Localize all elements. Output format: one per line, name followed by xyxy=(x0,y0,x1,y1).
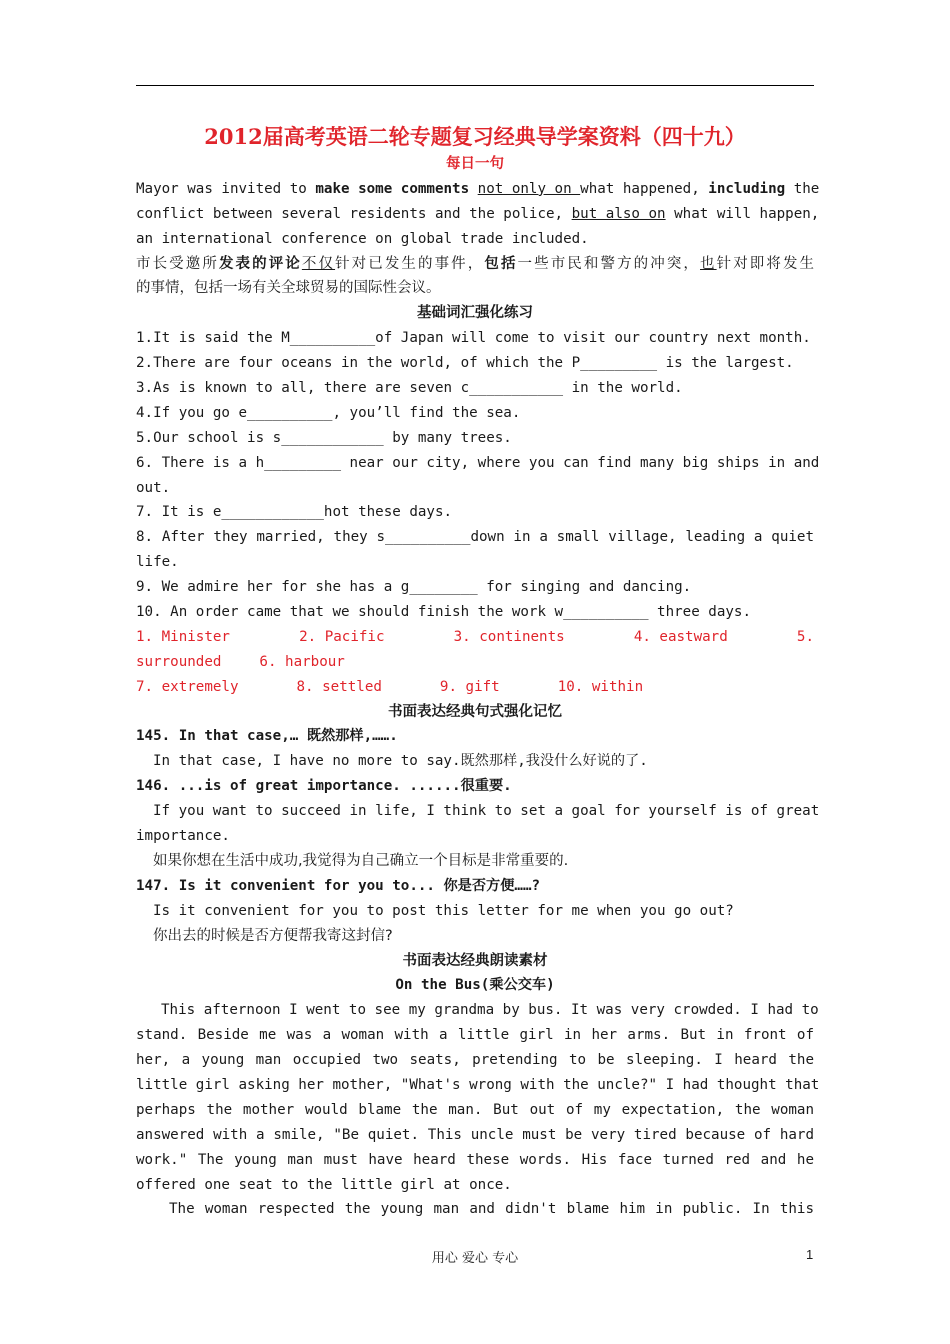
answer-3: 3. continents xyxy=(453,628,565,645)
answer-row-3 xyxy=(136,675,814,700)
patterns-heading: 书面表达经典句式强化记忆 xyxy=(388,703,562,720)
vocab-heading: 基础词汇强化练习 xyxy=(417,305,533,322)
vocab-item-5: 5.Our school is s____________ by many trees. xyxy=(136,429,512,446)
answer-9: 9. gift xyxy=(439,678,500,695)
pattern-146-translation: 如果你想在生活中成功,我觉得为自己确立一个目标是非常重要的. xyxy=(153,852,569,869)
vocab-item-6-cont: out. xyxy=(136,479,171,496)
text-run: 针对已发生的事件， xyxy=(335,255,485,272)
underlined-phrase: not only on xyxy=(477,180,581,197)
reading-line-6: answered with a smile, "Be quiet. This uncle must be very tired because of hard xyxy=(136,1126,814,1143)
vocab-item-6: 6. There is a h_________ near our city, where you can find many big ships in and xyxy=(136,454,820,471)
daily-cn-line-2: 的事情，包括一场有关全球贸易的国际性会议。 xyxy=(136,280,441,297)
vocab-item-9: 9. We admire her for she has a g________ for singing and dancing. xyxy=(136,579,692,596)
answer-5-num: 5. xyxy=(796,628,814,645)
answer-10: 10. within xyxy=(557,678,644,695)
daily-cn-line-1 xyxy=(136,252,814,277)
page-title: 2012届高考英语二轮专题复习经典导学案资料（四十九） xyxy=(204,124,746,149)
pattern-146-example-1: If you want to succeed in life, I think to set a goal for yourself is of great xyxy=(153,803,820,820)
daily-en-line-2 xyxy=(136,202,820,227)
answer-row-2 xyxy=(136,650,814,675)
text-run: Mayor was invited to xyxy=(136,180,316,197)
vocab-item-2: 2.There are four oceans in the world, of which the P_________ is the largest. xyxy=(136,355,794,372)
vocab-item-1: 1.It is said the M__________of Japan will come to visit our country next month. xyxy=(136,330,811,347)
reading-line-9: The woman respected the young man and didn't blame him in public. In this xyxy=(169,1201,814,1218)
reading-heading: 书面表达经典朗读素材 xyxy=(402,952,548,969)
underlined-phrase: 不仅 xyxy=(301,255,336,272)
text-run: 一些市民和警方的冲突， xyxy=(517,255,701,272)
answer-4: 4. eastward xyxy=(633,628,728,645)
reading-line-1: This afternoon I went to see my grandma by bus. It was very crowded. I had to xyxy=(161,1002,819,1019)
reading-subheading: On the Bus(乘公交车) xyxy=(395,977,555,994)
footer-motto: 用心 爱心 专心 xyxy=(431,1251,519,1266)
text-run: 针对即将发生 xyxy=(716,255,815,272)
pattern-146-example-2: importance. xyxy=(136,828,230,845)
bold-phrase: make some comments xyxy=(315,180,470,197)
reading-line-4: little girl asking her mother, "What's wrong with the uncle?" I had thought that xyxy=(136,1076,820,1093)
reading-line-8: offered one seat to the little girl at once. xyxy=(136,1176,512,1193)
pattern-145-title: 145. In that case,… 既然那样,……. xyxy=(136,728,398,745)
reading-line-7: work." The young man must have heard these words. His face turned red and he xyxy=(136,1151,814,1168)
answer-2: 2. Pacific xyxy=(299,628,385,645)
text-run: 市长受邀所 xyxy=(136,255,219,272)
bold-phrase: including xyxy=(708,180,786,197)
bold-phrase: 包括 xyxy=(484,255,518,272)
text-run: what happened, xyxy=(580,180,709,197)
vocab-item-8-cont: life. xyxy=(136,554,179,571)
answer-8: 8. settled xyxy=(296,678,382,695)
vocab-item-10: 10. An order came that we should finish the work w__________ three days. xyxy=(136,604,751,621)
answer-1: 1. Minister xyxy=(136,628,230,645)
answer-5-word: surrounded xyxy=(136,653,222,670)
reading-line-2: stand. Beside me was a woman with a little girl in her arms. But in front of xyxy=(136,1027,814,1044)
pattern-147-title: 147. Is it convenient for you to... 你是否方便……? xyxy=(136,877,541,894)
reading-line-5: perhaps the mother would blame the man. But out of my expectation, the woman xyxy=(136,1101,814,1118)
daily-en-line-1 xyxy=(136,177,820,202)
vocab-item-3: 3.As is known to all, there are seven c___________ in the world. xyxy=(136,380,683,397)
underlined-phrase: 也 xyxy=(700,255,717,272)
page-number: 1 xyxy=(806,1247,814,1262)
bold-phrase: 发表的评论 xyxy=(218,255,302,272)
reading-line-3: her, a young man occupied two seats, pretending to be sleeping. I heard the xyxy=(136,1052,814,1069)
pattern-146-title: 146. ...is of great importance. ......很重要. xyxy=(136,778,512,795)
text-run xyxy=(469,181,478,197)
answer-row-1 xyxy=(136,625,814,650)
vocab-item-4: 4.If you go e__________, you’ll find the sea. xyxy=(136,404,521,421)
header-rule xyxy=(136,85,814,86)
document-body xyxy=(136,122,820,1222)
pattern-147-example: Is it convenient for you to post this letter for me when you go out? xyxy=(153,902,734,919)
daily-en-line-3: an international conference on global trade included. xyxy=(136,230,589,247)
daily-sentence-heading: 每日一句 xyxy=(446,156,504,172)
answer-6: 6. harbour xyxy=(259,653,345,670)
underlined-phrase: but also on xyxy=(571,205,666,222)
text-run: conflict between several residents and the police, xyxy=(136,205,572,222)
vocab-item-8: 8. After they married, they s__________down in a small village, leading a quiet xyxy=(136,529,814,546)
pattern-145-example: In that case, I have no more to say.既然那样,我没什么好说的了. xyxy=(153,753,648,770)
answer-7: 7. extremely xyxy=(136,678,239,695)
pattern-147-translation: 你出去的时候是否方便帮我寄这封信? xyxy=(153,927,393,944)
text-run: what will happen, xyxy=(665,205,820,222)
vocab-item-7: 7. It is e____________hot these days. xyxy=(136,504,453,521)
text-run: the xyxy=(785,180,820,197)
